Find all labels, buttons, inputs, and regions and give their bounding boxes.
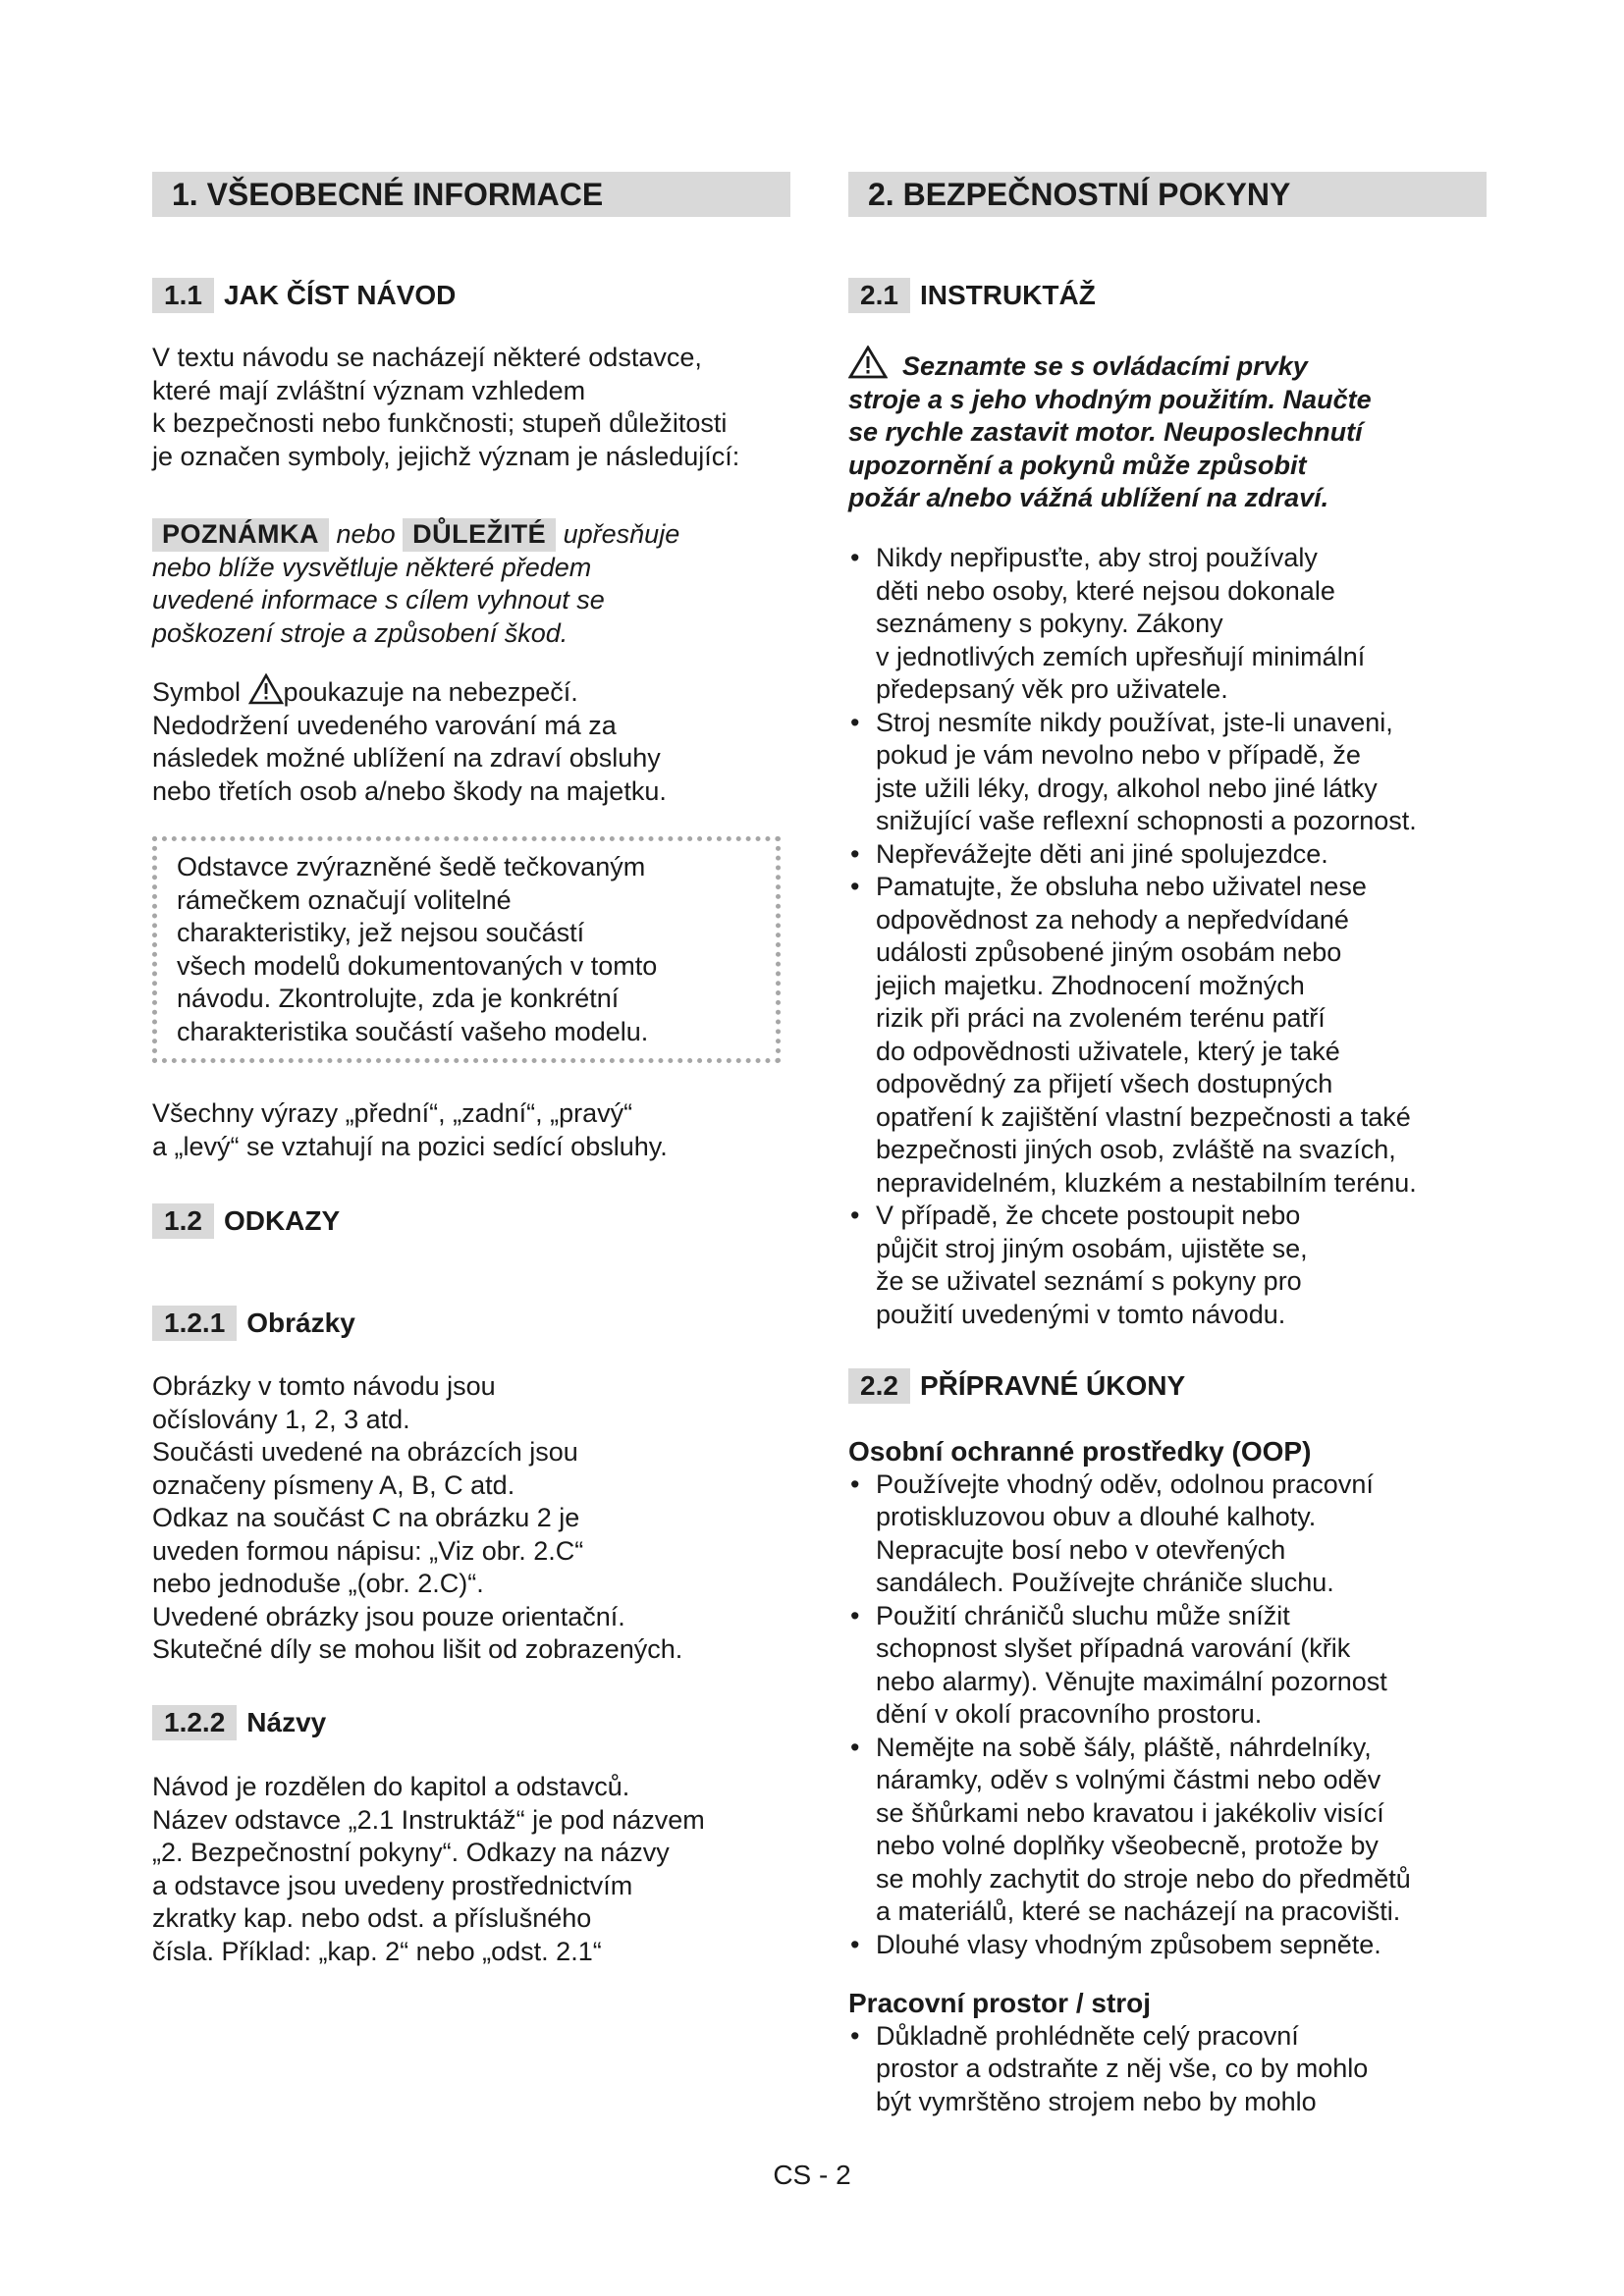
text-line: nebo jednoduše „(obr. 2.C)“. — [152, 1569, 484, 1598]
subsection-number: 1.2.1 — [152, 1306, 237, 1341]
text-line: zkratky kap. nebo odst. a příslušného — [152, 1903, 592, 1933]
work-area-heading: Pracovní prostor / stroj — [848, 1988, 1152, 2018]
text-line: Seznamte se s ovládacími prvky — [902, 351, 1308, 381]
names-paragraph — [152, 1771, 790, 1968]
text-line: • Používejte vhodný oděv, odolnou pracovní — [876, 1468, 1374, 1499]
page-number: CS - 2 — [773, 2160, 851, 2190]
list-item — [848, 1929, 1487, 1962]
optional-features-box — [152, 836, 781, 1063]
text-line: • V případě, že chcete postoupit nebo — [876, 1201, 1301, 1230]
text-line: bezpečnosti jiných osob, zvláště na svazích, — [876, 1135, 1396, 1164]
list-item — [848, 838, 1487, 872]
list-item — [848, 707, 1487, 838]
warning-triangle-icon — [248, 673, 284, 705]
subsection-title: Obrázky — [246, 1308, 355, 1338]
instruction-warning — [848, 346, 1487, 515]
section-2-title: 2. BEZPEČNOSTNÍ POKYNY — [848, 172, 1487, 217]
subsection-title: INSTRUKTÁŽ — [919, 280, 1096, 310]
text-line: předepsaný věk pro uživatele. — [876, 674, 1228, 704]
symbol-paragraph — [152, 673, 790, 808]
text-line: do odpovědnosti uživatele, který je také — [876, 1036, 1340, 1066]
text-line: jste užili léky, drogy, alkohol nebo jiné látky — [876, 773, 1378, 803]
dulezite-tag: DŮLEŽITÉ — [403, 518, 556, 552]
text-line: • Nikdy nepřipusťte, aby stroj používaly — [876, 543, 1318, 572]
text-line: Nepracujte bosí nebo v otevřených — [876, 1534, 1286, 1565]
text-line: jejich majetku. Zhodnocení možných — [876, 970, 1305, 1000]
text-line: Uvedené obrázky jsou pouze orientační. — [152, 1601, 625, 1631]
text-line: a materiálů, které se nacházejí na pracovišti. — [876, 1896, 1401, 1926]
text-line: odpovědný za přijetí všech dostupných — [876, 1069, 1333, 1098]
text-line: odpovědnost za nehody a nepředvídané — [876, 904, 1349, 934]
list-item — [848, 1600, 1487, 1732]
text-line: v jednotlivých zemích upřesňují minimální — [876, 641, 1366, 671]
text-line: nebo volné doplňky všeobecně, protože by — [876, 1831, 1379, 1860]
subsection-number: 2.2 — [848, 1368, 910, 1404]
text-line: poukazuje na nebezpečí. — [283, 677, 578, 707]
text-line: prostor a odstraňte z něj vše, co by mohlo — [876, 2054, 1369, 2083]
instruction-bullets — [848, 542, 1487, 1331]
text-line: seznámeny s pokyny. Zákony — [876, 609, 1223, 638]
text-line: se rychle zastavit motor. Neuposlechnutí — [848, 417, 1363, 447]
subsection-2-1-heading — [848, 278, 1096, 313]
text-line: k bezpečnosti nebo funkčnosti; stupeň důležitosti — [152, 408, 728, 438]
list-item — [848, 542, 1487, 707]
text-line: sandálech. Používejte chrániče sluchu. — [876, 1568, 1334, 1597]
subsection-2-2-heading — [848, 1368, 1185, 1404]
text-line: • Dlouhé vlasy vhodným způsobem sepněte. — [876, 1929, 1381, 1959]
text-line: události způsobené jiným osobám nebo — [876, 937, 1342, 967]
text-line: které mají zvláštní význam vzhledem — [152, 375, 586, 405]
text-line: opatření k zajištění vlastní bezpečnosti a také — [876, 1101, 1411, 1132]
subsection-number: 1.1 — [152, 278, 214, 313]
text-line: Odkaz na součást C na obrázku 2 je — [152, 1503, 580, 1532]
text-line: „2. Bezpečnostní pokyny“. Odkazy na názvy — [152, 1838, 670, 1867]
text-line: • Nemějte na sobě šály, pláště, náhrdelníky, — [876, 1732, 1372, 1762]
text-line: Skutečné díly se mohou lišit od zobrazených. — [152, 1634, 683, 1664]
text-line: požár a/nebo vážná ublížení na zdraví. — [848, 483, 1329, 512]
text-line: Nedodržení uvedeného varování má za — [152, 710, 617, 740]
list-item — [848, 2020, 1487, 2119]
text-line: • Nepřevážejte děti ani jiné spolujezdce. — [876, 838, 1328, 869]
text-line: označeny písmeny A, B, C atd. — [152, 1469, 515, 1500]
text-line: upozornění a pokynů může způsobit — [848, 450, 1307, 480]
text-line: V textu návodu se nacházejí některé odstavce, — [152, 343, 702, 372]
list-item — [848, 1468, 1487, 1600]
text-line: návodu. Zkontrolujte, zda je konkrétní — [177, 984, 620, 1013]
position-paragraph — [152, 1097, 790, 1163]
text-line: protiskluzovou obuv a dlouhé kalhoty. — [876, 1502, 1317, 1531]
text-line: nebo blíže vysvětluje některé předem — [152, 552, 592, 582]
text-line: Všechny výrazy „přední“, „zadní“, „pravý“ — [152, 1098, 633, 1128]
text-line: upřesňuje — [563, 519, 680, 549]
text-line: být vymrštěno strojem nebo by mohlo — [876, 2086, 1317, 2116]
text-line: rizik při práci na zvoleném terénu patří — [876, 1003, 1326, 1033]
oop-block — [848, 1435, 1487, 1961]
intro-paragraph — [152, 342, 790, 473]
text-line: • Stroj nesmíte nikdy používat, jste-li unaveni, — [876, 707, 1393, 737]
text-line: • Pamatujte, že obsluha nebo uživatel nese — [876, 872, 1367, 901]
text-line: rámečkem označují volitelné — [177, 884, 512, 915]
text-line: půjčit stroj jiným osobám, ujistěte se, — [876, 1233, 1308, 1263]
text-line: nebo třetích osob a/nebo škody na majetku. — [152, 775, 667, 806]
subsection-number: 1.2 — [152, 1203, 214, 1239]
subsection-title: JAK ČÍST NÁVOD — [223, 280, 457, 310]
text-line: uvedené informace s cílem vyhnout se — [152, 585, 605, 614]
text-line: stroje a s jeho vhodným použitím. Naučte — [848, 384, 1372, 414]
text-line: dění v okolí pracovního prostoru. — [876, 1699, 1263, 1729]
oop-heading: Osobní ochranné prostředky (OOP) — [848, 1436, 1312, 1467]
subsection-number: 2.1 — [848, 278, 910, 313]
text-line: charakteristika součástí vašeho modelu. — [177, 1016, 649, 1046]
subsection-1-2-heading — [152, 1203, 340, 1239]
text-nebo: nebo — [336, 519, 396, 549]
text-line: a „levý“ se vztahují na pozici sedící obsluhy. — [152, 1131, 668, 1161]
subsection-title: Názvy — [246, 1707, 327, 1737]
text-line: snižující vaše reflexní schopnosti a pozornost. — [876, 806, 1417, 835]
work-area-block — [848, 1987, 1487, 2118]
text-line: Název odstavce „2.1 Instruktáž“ je pod názvem — [152, 1804, 705, 1835]
text-line: že se uživatel seznámí s pokyny pro — [876, 1266, 1302, 1296]
poznamka-tag: POZNÁMKA — [152, 518, 329, 552]
text-line: použití uvedenými v tomto návodu. — [876, 1299, 1286, 1329]
text-line: charakteristiky, jež nejsou součástí — [177, 918, 585, 947]
subsection-1-2-2-heading — [152, 1705, 326, 1740]
text-line: děti nebo osoby, které nejsou dokonale — [876, 575, 1335, 606]
text-line: • Použití chráničů sluchu může snížit — [876, 1600, 1290, 1630]
subsection-1-1-heading — [152, 278, 456, 313]
text-line: • Důkladně prohlédněte celý pracovní — [876, 2020, 1299, 2051]
note-paragraph — [152, 518, 790, 650]
figures-paragraph — [152, 1370, 790, 1667]
text-line: je označen symboly, jejichž význam je následující: — [152, 441, 740, 471]
text-line: Odstavce zvýrazněné šedě tečkovaným — [177, 852, 646, 881]
text-line: všech modelů dokumentovaných v tomto — [177, 950, 658, 981]
text-line: poškození stroje a způsobení škod. — [152, 617, 568, 648]
text-line: schopnost slyšet případná varování (křik — [876, 1633, 1351, 1663]
text-line: očíslovány 1, 2, 3 atd. — [152, 1404, 410, 1434]
text-line: se mohly zachytit do stroje nebo do předmětů — [876, 1863, 1411, 1894]
text-line: a odstavce jsou uvedeny prostřednictvím — [152, 1870, 633, 1900]
subsection-title: ODKAZY — [223, 1205, 341, 1236]
text-line: pokud je vám nevolno nebo v případě, že — [876, 740, 1361, 770]
text-line: Návod je rozdělen do kapitol a odstavců. — [152, 1772, 630, 1801]
text-line: se šňůrkami nebo kravatou i jakékoliv visící — [876, 1797, 1384, 1828]
text-line: čísla. Příklad: „kap. 2“ nebo „odst. 2.1“ — [152, 1936, 602, 1966]
subsection-number: 1.2.2 — [152, 1705, 237, 1740]
text-line: náramky, oděv s volnými částmi nebo oděv — [876, 1765, 1381, 1794]
subsection-title: PŘÍPRAVNÉ ÚKONY — [919, 1370, 1186, 1401]
list-item — [848, 1200, 1487, 1331]
list-item — [848, 871, 1487, 1200]
section-1-title: 1. VŠEOBECNÉ INFORMACE — [152, 172, 790, 217]
text-line: následek možné ublížení na zdraví obsluhy — [152, 743, 661, 773]
text-line: Obrázky v tomto návodu jsou — [152, 1371, 496, 1401]
subsection-1-2-1-heading — [152, 1306, 355, 1341]
text-line: nepravidelném, kluzkém a nestabilním terénu. — [876, 1167, 1417, 1198]
warning-triangle-icon — [848, 346, 888, 379]
text-line: Součásti uvedené na obrázcích jsou — [152, 1437, 578, 1467]
text-line: nebo alarmy). Věnujte maximální pozornost — [876, 1666, 1387, 1696]
text-line: uveden formou nápisu: „Viz obr. 2.C“ — [152, 1535, 584, 1566]
text-symbol: Symbol — [152, 677, 242, 707]
list-item — [848, 1732, 1487, 1929]
